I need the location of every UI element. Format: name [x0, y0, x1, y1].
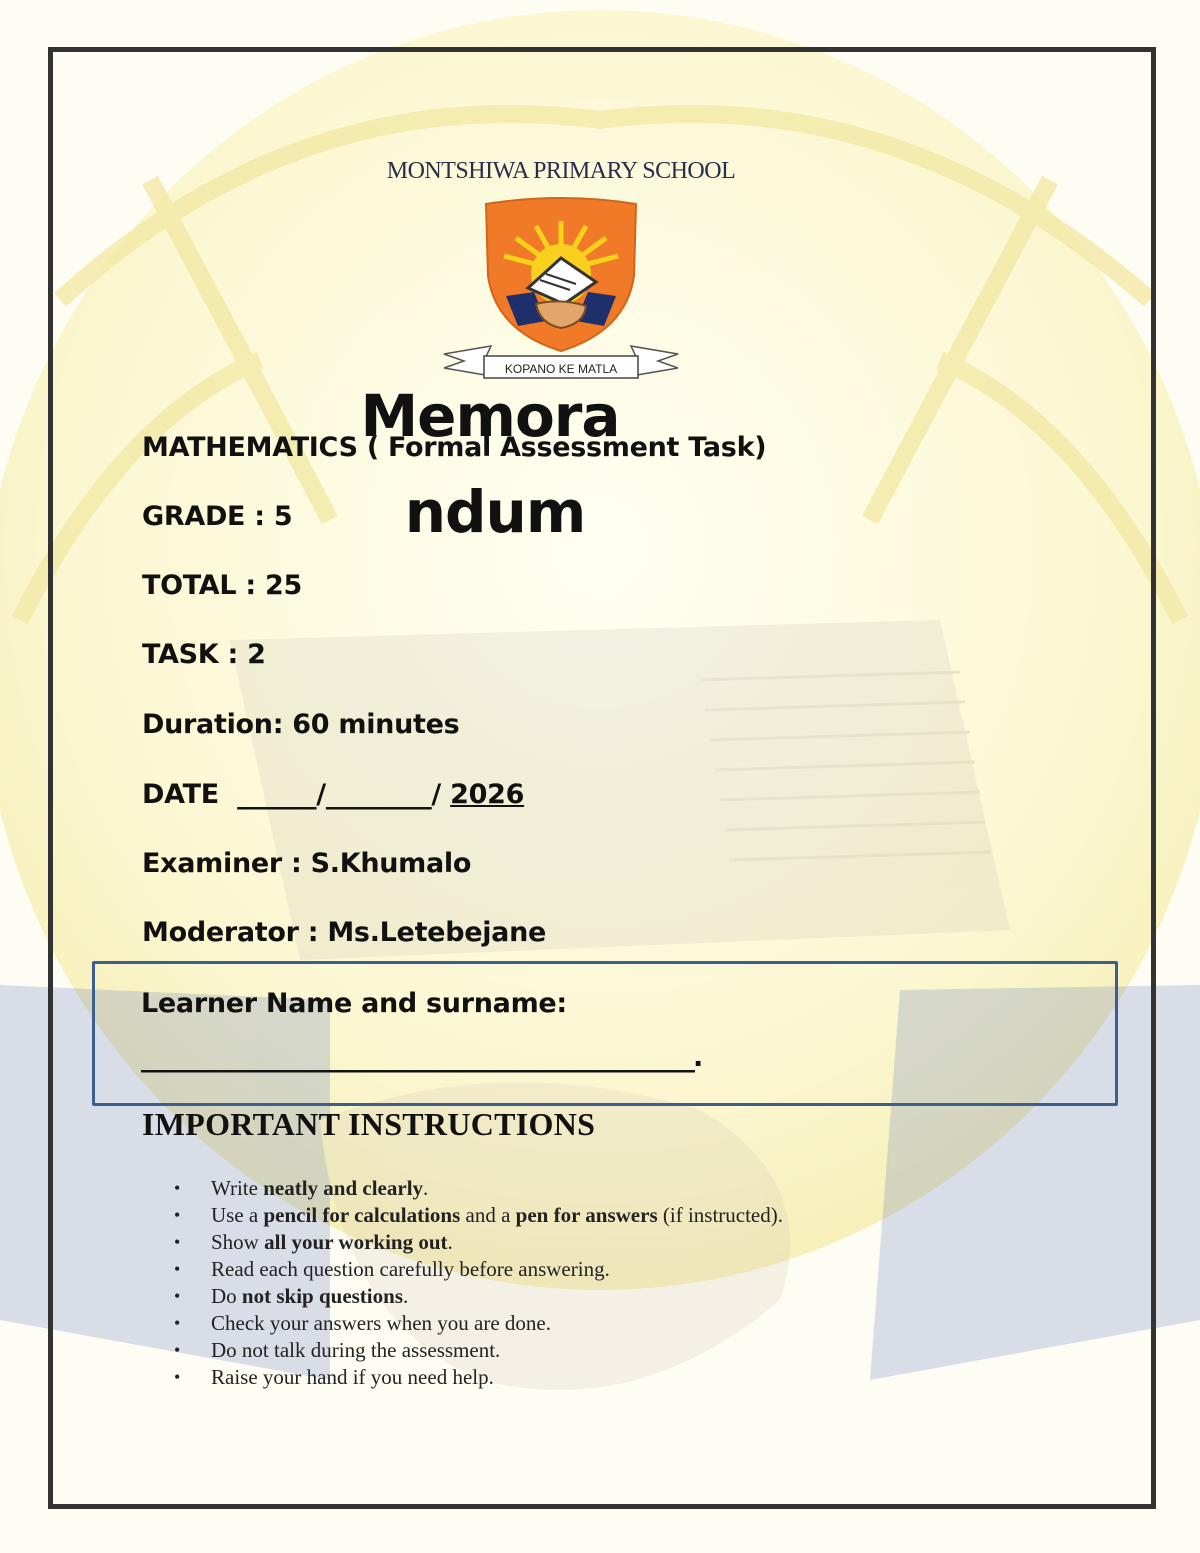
- memorandum-title-line-2: ndum: [404, 478, 586, 546]
- instruction-emphasis-text: not skip questions: [241, 1284, 403, 1308]
- instruction-text: Check your answers when you are done.: [211, 1311, 551, 1335]
- instruction-emphasis-text: pencil for calculations: [263, 1203, 461, 1227]
- learner-name-label: Learner Name and surname:: [141, 988, 567, 1019]
- instruction-text: Do: [211, 1284, 242, 1308]
- instruction-text: .: [447, 1230, 453, 1254]
- instruction-text: Write: [211, 1176, 264, 1200]
- memorandum-title-line-1: Memora: [360, 382, 620, 450]
- total-line: TOTAL : 25: [142, 570, 302, 601]
- date-year: 2026: [450, 779, 525, 810]
- school-motto: KOPANO KE MATLA: [504, 362, 618, 376]
- instruction-text: .: [403, 1284, 409, 1308]
- instructions-list: [174, 1175, 783, 1391]
- instruction-text: and a: [460, 1203, 516, 1227]
- instruction-text: .: [423, 1176, 429, 1200]
- instruction-text: Raise your hand if you need help.: [211, 1365, 494, 1389]
- instruction-item: [174, 1175, 783, 1202]
- instruction-text: Do not talk during the assessment.: [211, 1338, 501, 1362]
- learner-name-box: [92, 961, 1118, 1106]
- instruction-item: [174, 1229, 783, 1256]
- bullet-icon: •: [174, 1205, 181, 1225]
- subject-line: MATHEMATICS ( Formal Assessment Task): [142, 432, 767, 463]
- instructions-heading: IMPORTANT INSTRUCTIONS: [142, 1106, 596, 1142]
- instruction-emphasis-text: pen for answers: [515, 1203, 658, 1227]
- bullet-icon: •: [174, 1178, 181, 1198]
- instruction-text: Show: [211, 1230, 265, 1254]
- instruction-emphasis-text: neatly and clearly: [263, 1176, 424, 1200]
- instruction-text: (if instructed).: [657, 1203, 783, 1227]
- instruction-emphasis-text: all your working out: [264, 1230, 448, 1254]
- examiner-line: Examiner : S.Khumalo: [142, 848, 472, 879]
- grade-line: GRADE : 5: [142, 501, 293, 532]
- school-crest-logo: [436, 196, 686, 382]
- instruction-item: [174, 1310, 783, 1337]
- instruction-item: [174, 1283, 783, 1310]
- date-line: [142, 779, 524, 810]
- school-name: MONTSHIWA PRIMARY SCHOOL: [386, 158, 736, 184]
- bullet-icon: •: [174, 1232, 181, 1252]
- instruction-text: Use a: [211, 1203, 264, 1227]
- moderator-line: Moderator : Ms.Letebejane: [142, 917, 547, 948]
- date-label: DATE ______/________/: [142, 779, 441, 810]
- bullet-icon: •: [174, 1367, 181, 1387]
- duration-line: Duration: 60 minutes: [142, 709, 460, 740]
- bullet-icon: •: [174, 1259, 181, 1279]
- task-line: TASK : 2: [142, 639, 266, 670]
- instruction-text: Read each question carefully before answering.: [211, 1257, 610, 1281]
- bullet-icon: •: [174, 1313, 181, 1333]
- memorandum-title: [360, 368, 620, 560]
- bullet-icon: •: [174, 1340, 181, 1360]
- instruction-item: [174, 1202, 783, 1229]
- instruction-item: [174, 1256, 783, 1283]
- bullet-icon: •: [174, 1286, 181, 1306]
- instruction-item: [174, 1337, 783, 1364]
- instruction-item: [174, 1364, 783, 1391]
- learner-name-write-line[interactable]: ________________________________________________.: [141, 1042, 702, 1073]
